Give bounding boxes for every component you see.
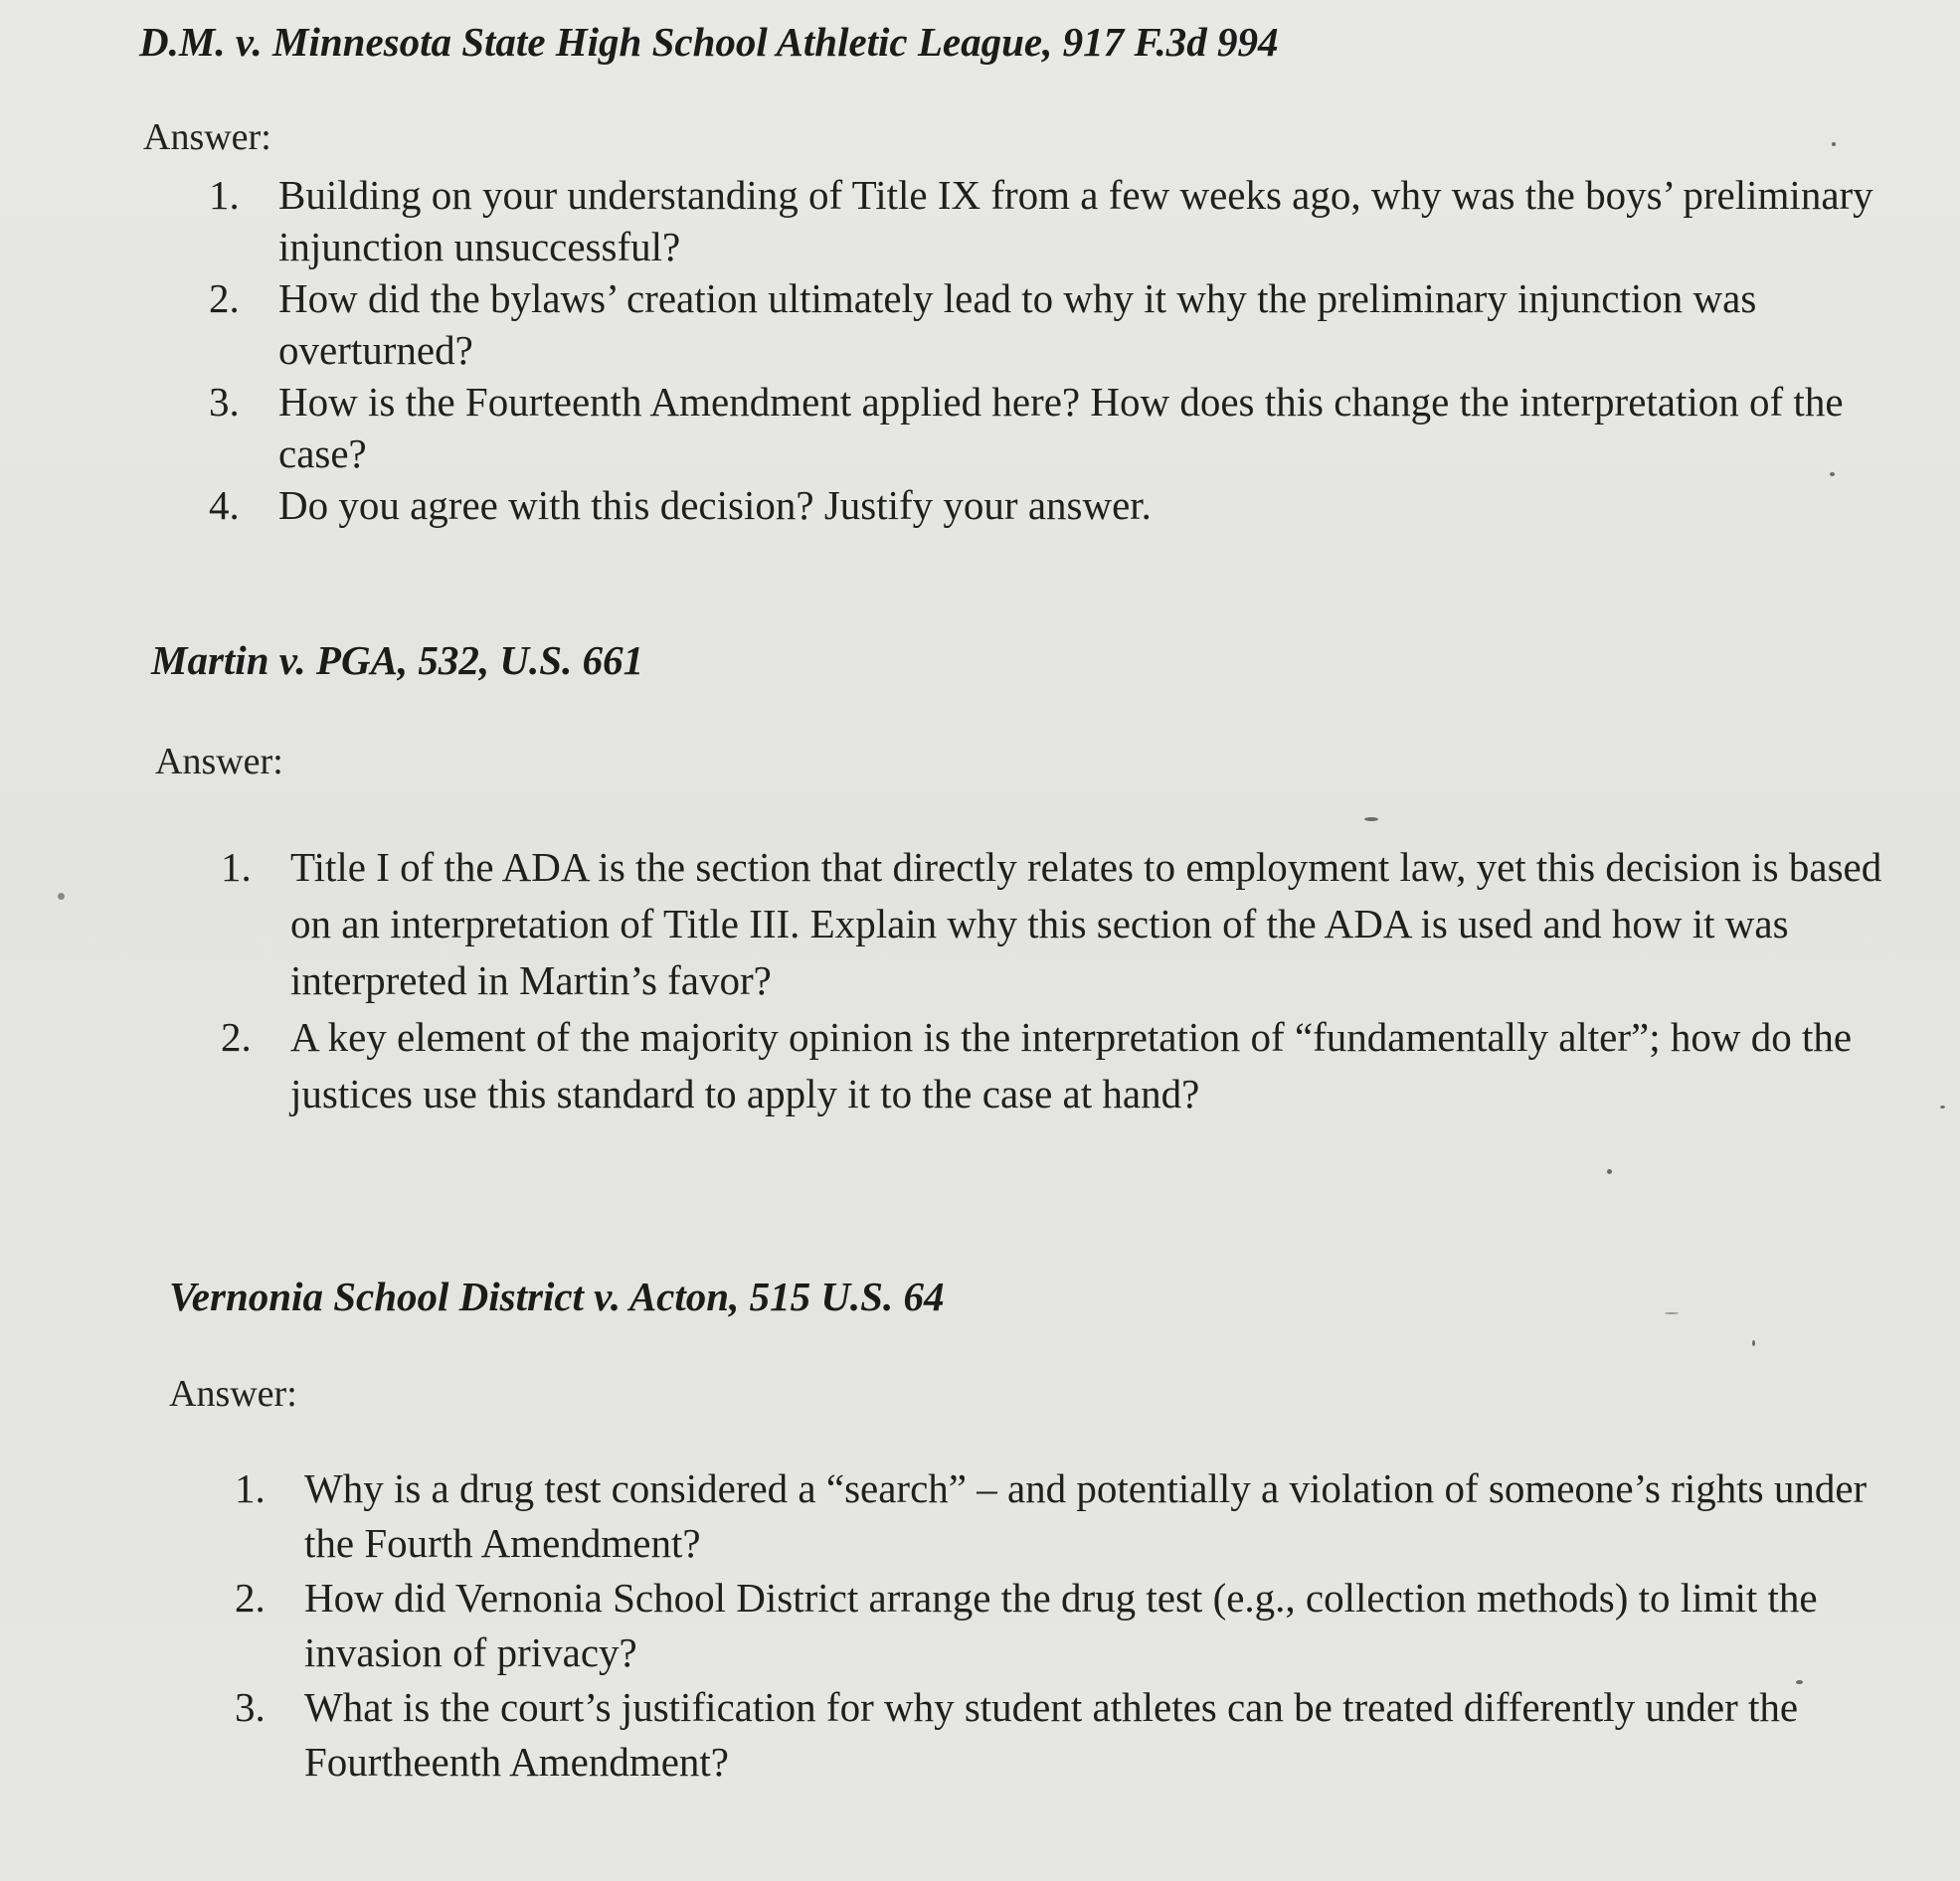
paper-speck [1796,1680,1803,1684]
question-number: 1. [209,172,240,218]
case-title-martin-v-pga: Martin v. PGA, 532, U.S. 661 [151,637,644,683]
question-list-martin [221,839,1901,1122]
case-title-dm-v-mshsl: D.M. v. Minnesota State High School Athletic League, 917 F.3d 994 [139,19,1279,65]
paper-speck [1830,472,1835,476]
question-item [209,479,1889,531]
question-item [209,169,1889,272]
answer-label: Answer: [143,116,271,158]
question-number: 2. [235,1575,266,1621]
question-text: How did the bylaws’ creation ultimately lead to why it why the preliminary injunction was overturned? [278,275,1757,373]
question-text: How is the Fourteenth Amendment applied here? How does this change the interpretation of the case? [278,379,1844,476]
question-text: How did Vernonia School District arrange the drug test (e.g., collection methods) to limit the invasion of privacy? [304,1575,1818,1675]
question-number: 3. [209,379,240,425]
answer-label: Answer: [169,1373,297,1415]
question-item [221,839,1901,1009]
question-item [235,1461,1905,1571]
question-item [209,272,1889,376]
paper-speck [1940,1106,1945,1109]
question-text: What is the court’s justification for why student athletes can be treated differently under the Fourtheenth Amendment? [304,1684,1799,1785]
question-number: 1. [221,844,252,890]
question-text: Title I of the ADA is the section that directly relates to employment law, yet this decision is based on an interpretation of Title III. Explain why this section of the ADA is used and how it was interpreted in Martin’s favor? [290,844,1882,1003]
question-number: 1. [235,1465,266,1511]
question-text: Why is a drug test considered a “search” – and potentially a violation of someone’s rights under the Fourth Amendment? [304,1465,1868,1566]
question-item [235,1571,1905,1680]
paper-speck [1752,1340,1755,1346]
paper-speck [58,893,65,900]
question-text: A key element of the majority opinion is the interpretation of “fundamentally alter”; how do the justices use this standard to apply it to the case at hand? [290,1014,1853,1116]
paper-speck [1665,1312,1679,1314]
paper-speck [1832,142,1836,146]
question-number: 2. [209,275,240,321]
question-list-vernonia [235,1461,1905,1790]
question-item [209,376,1889,479]
answer-label: Answer: [155,741,283,782]
question-number: 3. [235,1684,266,1730]
question-text: Building on your understanding of Title IX from a few weeks ago, why was the boys’ preliminary injunction unsuccessful? [278,172,1873,269]
paper-speck [1364,817,1378,821]
question-item [235,1680,1905,1790]
question-list-dm [209,169,1889,531]
question-text: Do you agree with this decision? Justify your answer. [278,482,1152,528]
question-number: 2. [221,1014,252,1060]
paper-speck [1607,1169,1612,1174]
question-number: 4. [209,482,240,528]
case-title-vernonia-v-acton: Vernonia School District v. Acton, 515 U.S. 64 [169,1274,945,1319]
question-item [221,1009,1901,1122]
